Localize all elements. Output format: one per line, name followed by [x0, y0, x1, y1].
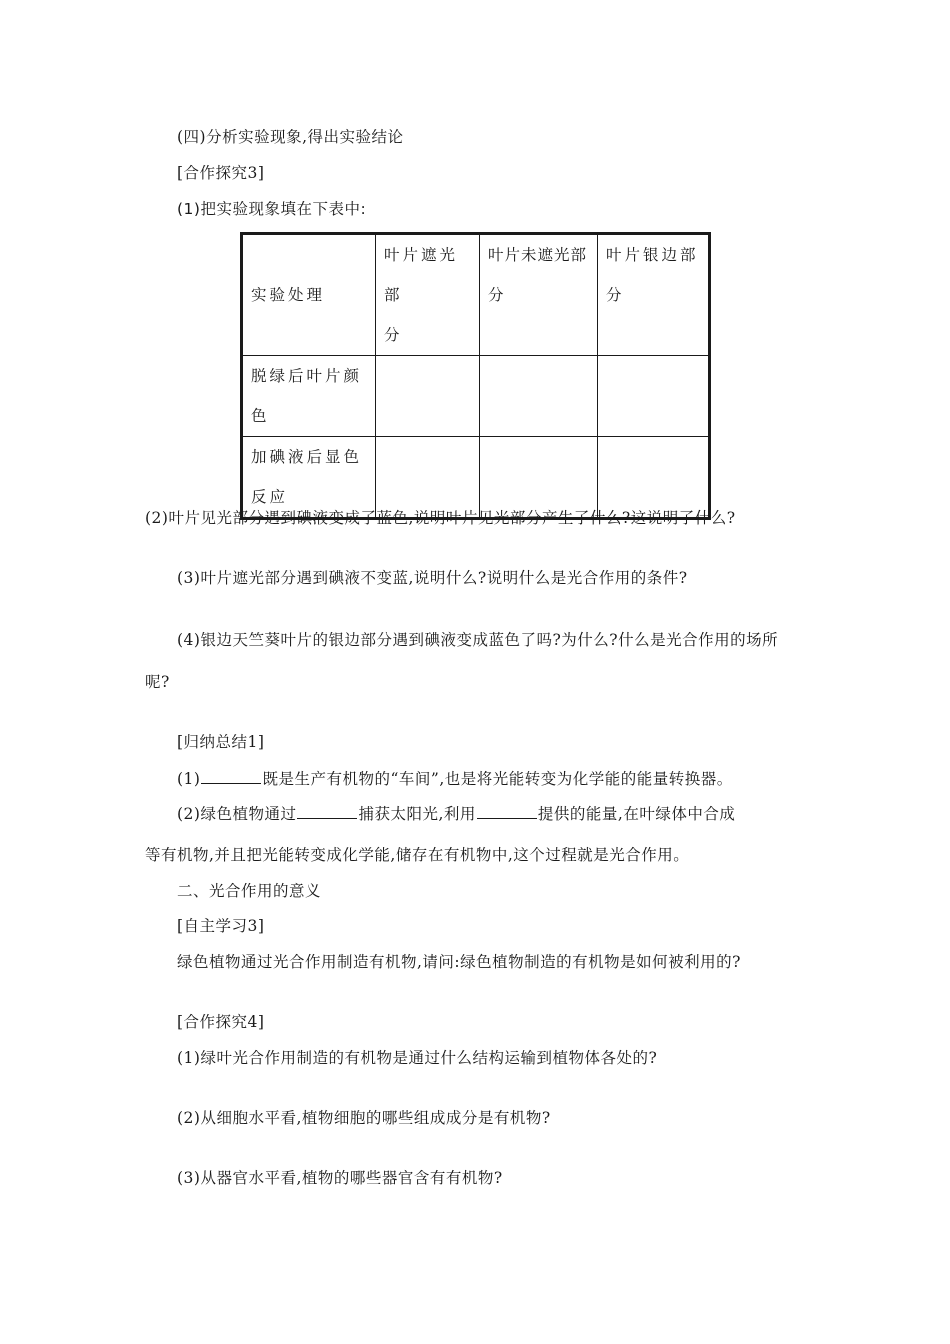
table-row-label — [242, 437, 376, 519]
coop-4-question-1: (1)绿叶光合作用制造的有机物是通过什么结构运输到植物体各处的? — [177, 1049, 658, 1067]
self-study-3-question: 绿色植物通过光合作用制造有机物,请问:绿色植物制造的有机物是如何被利用的? — [177, 953, 741, 971]
coop-4-question-3: (3)从器官水平看,植物的哪些器官含有有机物? — [177, 1169, 503, 1187]
observation-table — [240, 232, 711, 520]
table-header-cell — [376, 234, 480, 356]
summary-1-item-2-cont: 等有机物,并且把光能转变成化学能,储存在有机物中,这个过程就是光合作用。 — [145, 846, 690, 864]
table-row-label — [242, 356, 376, 437]
table-cell-empty[interactable] — [376, 356, 480, 437]
summary-1-item-2 — [177, 803, 735, 824]
table-header-cell — [480, 234, 598, 356]
coop-4-question-2: (2)从细胞水平看,植物细胞的哪些组成成分是有机物? — [177, 1109, 551, 1127]
summary-text: 提供的能量,在叶绿体中合成 — [537, 805, 736, 823]
table-header-text: 分 — [384, 326, 403, 344]
table-row — [242, 356, 710, 437]
table-row — [242, 437, 710, 519]
table-cell-empty[interactable] — [480, 356, 598, 437]
question-2: (2)叶片见光部分遇到碘液变成了蓝色,说明叶片见光部分产生了什么?这说明了什么? — [145, 509, 736, 527]
summary-text: 既是生产有机物的“车间”,也是将光能转变为化学能的能量转换器。 — [262, 770, 733, 788]
table-header-text: 叶片银边部 — [606, 246, 699, 264]
summary-text: (1) — [177, 770, 201, 788]
coop-explore-4-title: [合作探究4] — [177, 1013, 265, 1031]
table-header-row — [242, 234, 710, 356]
table-cell-empty[interactable] — [480, 437, 598, 519]
table-instruction: (1)把实验现象填在下表中: — [177, 200, 367, 218]
question-4-line-1: (4)银边天竺葵叶片的银边部分遇到碘液变成蓝色了吗?为什么?什么是光合作用的场所 — [177, 631, 779, 649]
coop-explore-3-title: [合作探究3] — [177, 164, 265, 182]
table-cell-empty[interactable] — [598, 356, 710, 437]
table-cell-empty[interactable] — [376, 437, 480, 519]
summary-1-item-1 — [177, 768, 733, 789]
question-3: (3)叶片遮光部分遇到碘液不变蓝,说明什么?说明什么是光合作用的条件? — [177, 569, 688, 587]
summary-text: 捕获太阳光,利用 — [358, 805, 476, 823]
table-row-label-text: 反应 — [251, 488, 289, 506]
summary-1-title: [归纳总结1] — [177, 733, 265, 751]
table-header-text: 实验处理 — [251, 286, 326, 304]
table-header-cell — [598, 234, 710, 356]
table-header-cell — [242, 234, 376, 356]
fill-in-blank[interactable] — [201, 768, 261, 784]
table-cell-empty[interactable] — [598, 437, 710, 519]
self-study-3-title: [自主学习3] — [177, 917, 265, 935]
fill-in-blank[interactable] — [477, 803, 537, 819]
table-header-text: 叶片未遮光部 — [488, 246, 588, 264]
fill-in-blank[interactable] — [297, 803, 357, 819]
summary-text: (2)绿色植物通过 — [177, 805, 297, 823]
section-2-heading: 二、光合作用的意义 — [177, 882, 322, 900]
table-header-text: 叶片遮光部 — [384, 246, 459, 304]
table-row-label-text: 色 — [251, 407, 270, 425]
table-header-text: 分 — [488, 286, 505, 304]
table-row-label-text: 脱绿后叶片颜 — [251, 367, 363, 385]
table-row-label-text: 加碘液后显色 — [251, 448, 363, 466]
table-header-text: 分 — [606, 286, 625, 304]
section-heading: (四)分析实验现象,得出实验结论 — [177, 128, 404, 146]
question-4-line-2: 呢? — [145, 673, 170, 691]
